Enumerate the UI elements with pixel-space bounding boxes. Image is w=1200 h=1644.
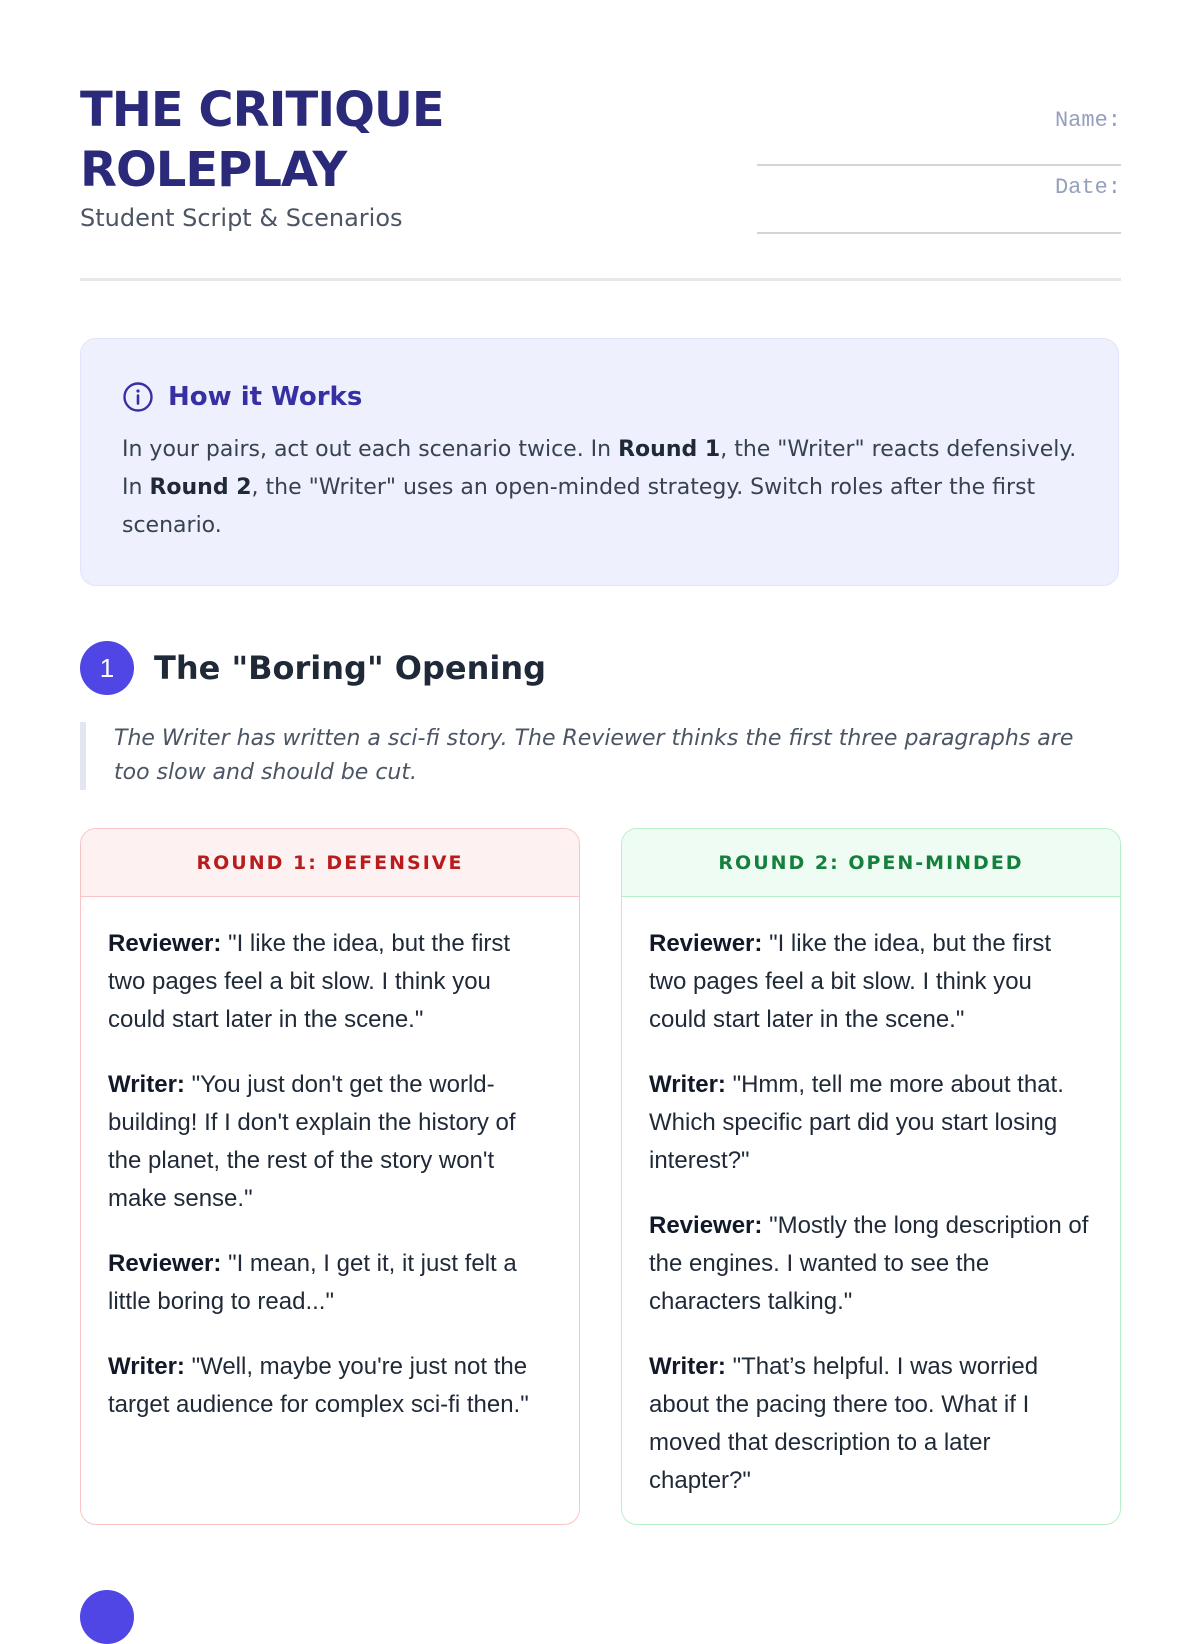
round-2-header: ROUND 2: OPEN-MINDED — [622, 829, 1120, 897]
scenario-title: The "Boring" Opening — [154, 649, 546, 687]
worksheet-header — [80, 80, 1121, 280]
dialogue-text: "Well, maybe you're just not the target audience for complex sci-fi then." — [108, 1353, 529, 1418]
dialogue-text: "Mostly the long description of the engines. I wanted to see the characters talking." — [649, 1212, 1089, 1315]
round-2-dialogue — [622, 897, 1120, 1500]
dialogue-line — [108, 1245, 552, 1321]
dialogue-line — [108, 1066, 552, 1218]
round-1-card — [80, 828, 580, 1525]
dialogue-text: "Hmm, tell me more about that. Which specific part did you start losing interest?" — [649, 1071, 1064, 1174]
name-label: Name: — [1054, 108, 1121, 133]
scenario-heading — [80, 641, 546, 695]
info-text-part: In your pairs, act out each scenario twice. In — [122, 437, 619, 462]
date-label: Date: — [1054, 175, 1121, 200]
dialogue-line — [649, 1066, 1093, 1180]
dialogue-text: "I like the idea, but the first two pages feel a bit slow. I think you could start later in the scene." — [108, 930, 511, 1033]
speaker-label: Writer: — [108, 1071, 185, 1098]
how-it-works-box — [80, 338, 1119, 586]
dialogue-line — [649, 925, 1093, 1039]
speaker-label: Reviewer: — [108, 930, 222, 957]
dialogue-text: "I mean, I get it, it just felt a little boring to read..." — [108, 1250, 517, 1315]
info-instructions — [122, 431, 1077, 545]
info-round-1-bold: Round 1 — [618, 437, 721, 462]
dialogue-text: "You just don't get the world-building! If I don't explain the history of the planet, the rest of the story won't make sense." — [108, 1071, 516, 1212]
speaker-label: Writer: — [649, 1071, 726, 1098]
speaker-label: Writer: — [108, 1353, 185, 1380]
info-title: How it Works — [168, 382, 363, 412]
header-divider — [80, 278, 1121, 281]
dialogue-line — [108, 925, 552, 1039]
dialogue-text: "That’s helpful. I was worried about the pacing there too. What if I moved that description to a later chapter?" — [649, 1353, 1039, 1494]
dialogue-text: "I like the idea, but the first two pages feel a bit slow. I think you could start later in the scene." — [649, 930, 1052, 1033]
speaker-label: Reviewer: — [649, 930, 763, 957]
info-icon — [122, 381, 154, 413]
date-field-line[interactable] — [757, 232, 1121, 234]
info-round-2-bold: Round 2 — [149, 475, 252, 500]
round-2-card — [621, 828, 1121, 1525]
round-1-dialogue — [81, 897, 579, 1424]
dialogue-line — [108, 1348, 552, 1424]
speaker-label: Writer: — [649, 1353, 726, 1380]
dialogue-line — [649, 1207, 1093, 1321]
next-scenario-badge — [80, 1590, 134, 1644]
speaker-label: Reviewer: — [108, 1250, 222, 1277]
info-text-part: , the "Writer" reacts defensively. In — [122, 437, 1077, 500]
dialogue-line — [649, 1348, 1093, 1500]
scenario-number-badge: 1 — [80, 641, 134, 695]
name-field-line[interactable] — [757, 164, 1121, 166]
info-text-part: , the "Writer" uses an open-minded strategy. Switch roles after the first scenario. — [122, 475, 1036, 538]
page-subtitle: Student Script & Scenarios — [80, 204, 403, 232]
info-heading — [122, 381, 362, 413]
round-1-header: ROUND 1: DEFENSIVE — [81, 829, 579, 897]
speaker-label: Reviewer: — [649, 1212, 763, 1239]
page-title: THE CRITIQUE ROLEPLAY — [80, 82, 444, 198]
scenario-description: The Writer has written a sci-fi story. The Reviewer thinks the first three paragraphs are too slow and should be cut. — [80, 722, 1114, 790]
